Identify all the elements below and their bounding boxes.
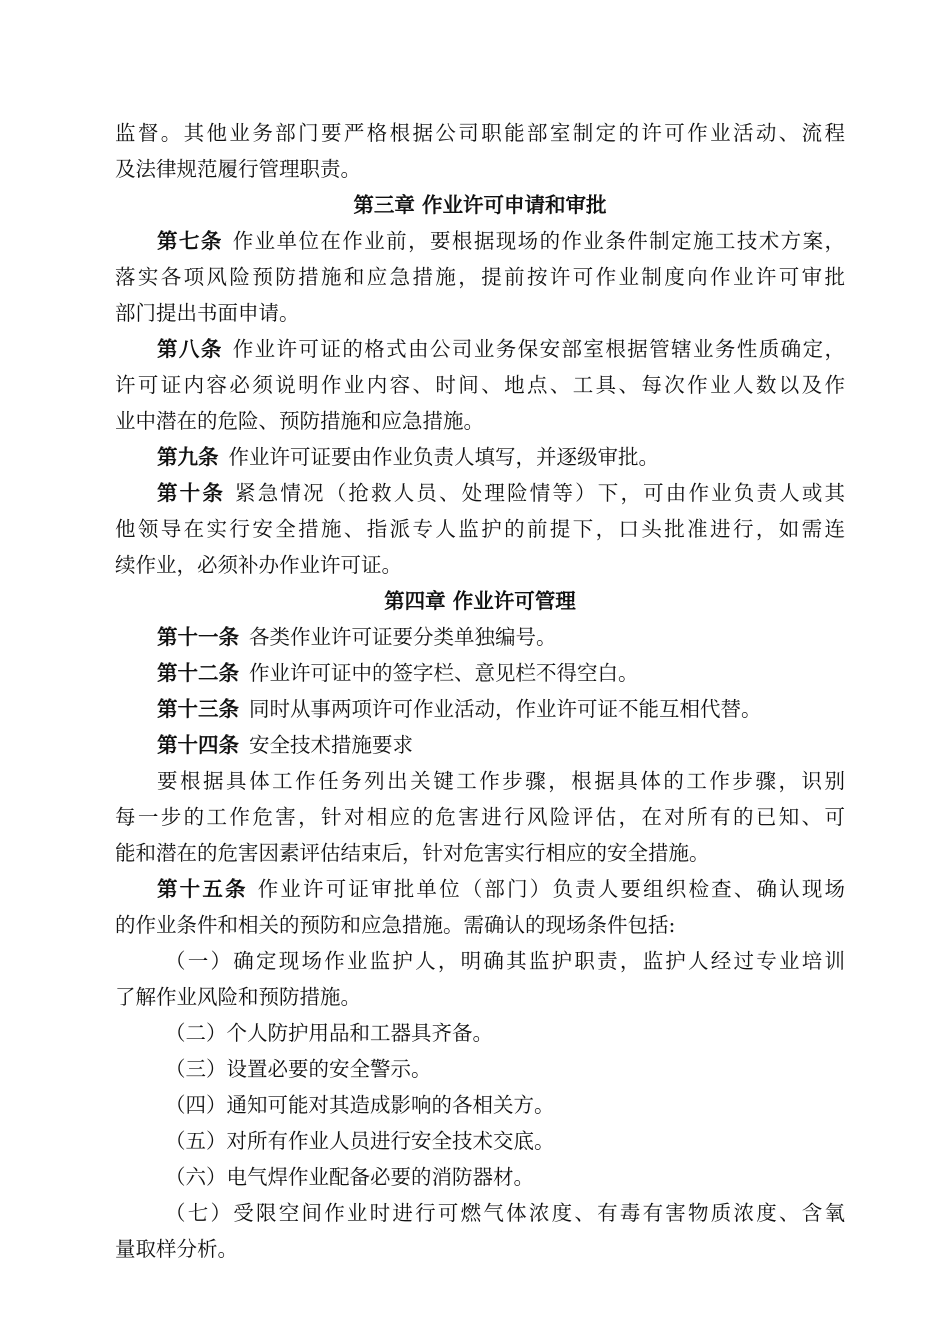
list-item-5: （五）对所有作业人员进行安全技术交底。 <box>165 1129 555 1153</box>
article-12-line <box>157 655 639 691</box>
list-item-4: （四）通知可能对其造成影响的各相关方。 <box>165 1093 555 1117</box>
article-14-label: 第十四条 <box>157 733 239 757</box>
list-item-7: （七）受限空间作业时进行可燃气体浓度、有毒有害物质浓度、含氧 <box>165 1201 845 1225</box>
paragraph-line: 许可证内容必须说明作业内容、时间、地点、工具、每次作业人数以及作 <box>115 373 845 397</box>
article-7-line <box>157 223 845 259</box>
paragraph-line: 了解作业风险和预防措施。 <box>115 985 361 1009</box>
article-14-text: 安全技术措施要求 <box>249 733 413 757</box>
list-item-6: （六）电气焊作业配备必要的消防器材。 <box>165 1165 534 1189</box>
article-11-line <box>157 619 557 655</box>
article-8-text: 作业许可证的格式由公司业务保安部室根据管辖业务性质确定， <box>232 337 845 361</box>
article-8-line <box>157 331 845 367</box>
list-item-2: （二）个人防护用品和工器具齐备。 <box>165 1021 493 1045</box>
article-13-line <box>157 691 762 727</box>
paragraph-line: 每一步的工作危害，针对相应的危害进行风险评估，在对所有的已知、可 <box>115 805 845 829</box>
paragraph-line: 能和潜在的危害因素评估结束后，针对危害实行相应的安全措施。 <box>115 841 710 865</box>
article-10-text: 紧急情况（抢救人员、处理险情等）下，可由作业负责人或其 <box>235 481 846 505</box>
article-8-label: 第八条 <box>157 337 223 361</box>
article-11-label: 第十一条 <box>157 625 239 649</box>
article-10-label: 第十条 <box>157 481 226 505</box>
list-item-1: （一）确定现场作业监护人，明确其监护职责，监护人经过专业培训 <box>165 949 845 973</box>
paragraph-line: 要根据具体工作任务列出关键工作步骤，根据具体的工作步骤，识别 <box>157 769 845 793</box>
paragraph-line: 他领导在实行安全措施、指派专人监护的前提下，口头批准进行，如需连 <box>115 517 845 541</box>
chapter-4-heading: 第四章 作业许可管理 <box>384 589 576 613</box>
article-7-label: 第七条 <box>157 229 223 253</box>
paragraph-line: 监督。其他业务部门要严格根据公司职能部室制定的许可作业活动、流程 <box>115 121 845 145</box>
paragraph-line: 量取样分析。 <box>115 1237 238 1261</box>
article-15-text: 作业许可证审批单位（部门）负责人要组织检查、确认现场 <box>257 877 846 901</box>
paragraph-line: 续作业，必须补办作业许可证。 <box>115 553 402 577</box>
article-9-label: 第九条 <box>157 445 219 469</box>
article-7-text: 作业单位在作业前，要根据现场的作业条件制定施工技术方案， <box>232 229 845 253</box>
article-9-line <box>157 439 659 475</box>
article-10-line <box>157 475 845 511</box>
paragraph-line: 落实各项风险预防措施和应急措施，提前按许可作业制度向作业许可审批 <box>115 265 845 289</box>
article-14-line <box>157 727 413 763</box>
chapter-3-heading: 第三章 作业许可申请和审批 <box>353 193 607 217</box>
paragraph-line: 部门提出书面申请。 <box>115 301 300 325</box>
article-15-label: 第十五条 <box>157 877 248 901</box>
article-13-label: 第十三条 <box>157 697 239 721</box>
article-13-text: 同时从事两项许可作业活动，作业许可证不能互相代替。 <box>249 697 762 721</box>
article-12-text: 作业许可证中的签字栏、意见栏不得空白。 <box>249 661 639 685</box>
paragraph-line: 的作业条件和相关的预防和应急措施。需确认的现场条件包括: <box>115 913 676 937</box>
article-11-text: 各类作业许可证要分类单独编号。 <box>249 625 557 649</box>
paragraph-line: 业中潜在的危险、预防措施和应急措施。 <box>115 409 484 433</box>
article-9-text: 作业许可证要由作业负责人填写，并逐级审批。 <box>228 445 659 469</box>
paragraph-line: 及法律规范履行管理职责。 <box>115 157 361 181</box>
list-item-3: （三）设置必要的安全警示。 <box>165 1057 432 1081</box>
article-12-label: 第十二条 <box>157 661 239 685</box>
article-15-line <box>157 871 845 907</box>
